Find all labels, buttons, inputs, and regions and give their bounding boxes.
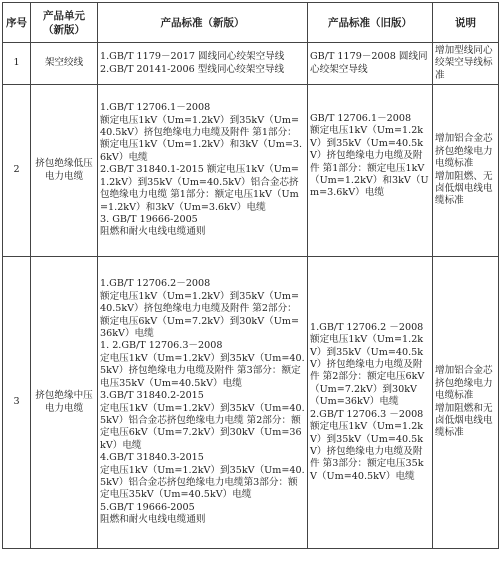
table-row: [3, 257, 499, 549]
note-line: 增加阻燃和无卤低烟电线电缆标准: [435, 402, 493, 439]
standard-line: 3.GB/T 31840.2-2015: [100, 390, 204, 402]
standard-line: 1.GB/T 12706.2 －2008: [310, 321, 424, 333]
standard-line: 阻燃和耐火电线电缆通则: [100, 226, 206, 238]
standard-line: GB/T 1179－2008 圆线同心绞架空导线: [310, 51, 428, 75]
row-product-unit: 架空绞线: [31, 43, 98, 85]
row-seq: 1: [3, 43, 31, 85]
header-row: [3, 3, 499, 43]
table-row: [3, 85, 499, 257]
standard-line: GB/T 12706.1－2008: [310, 113, 412, 124]
row-new-standard: [98, 85, 308, 257]
standard-line: 阻燃和耐火电线电缆通则: [100, 514, 206, 526]
header-note: 说明: [433, 3, 499, 43]
row-old-standard: [308, 43, 433, 85]
standard-line: 额定电压1kV（Um=1.2kV）到35kV（Um=40.5kV）挤包绝缘电力电缆及附件 第1部分：额定电压1kV（Um=1.2kV）和3kV（Um=3.6kV）电缆: [100, 114, 303, 163]
standard-line: 1.GB/T 1179－2017 圆线同心绞架空导线: [100, 51, 285, 63]
standard-line: 4.GB/T 31840.3-2015: [100, 452, 204, 464]
note-line: 增加铝合金芯挤包绝缘电力电缆标准: [435, 133, 493, 170]
standard-line: 额定电压1kV（Um=1.2kV）到35kV（Um=40.5kV）挤包绝缘电力电缆及附件 第1部分：额定电压1kV（Um=1.2kV）和3kV（Um=3.6kV）电缆: [310, 125, 429, 199]
standard-line: 2.GB/T 20141-2006 型线同心绞架空导线: [100, 63, 285, 75]
row-seq: 3: [3, 257, 31, 549]
header-old-standard: 产品标准（旧版）: [308, 3, 433, 43]
standard-line: 额定电压1kV（Um=1.2kV）到35kV（Um=40.5kV）挤包绝缘电力电缆及附件 第3部分：额定电压35kV（Um=40.5kV）电缆: [310, 421, 424, 482]
standards-comparison-table: [2, 2, 499, 549]
row-note: 增加型线同心绞架空导线标准: [433, 43, 499, 85]
note-line: 增加阻燃、无卤低烟电线电缆标准: [435, 170, 493, 207]
header-product-unit-line1: 产品单元: [43, 9, 85, 22]
standard-line: 定电压1kV（Um=1.2kV）到35kV（Um=40.5kV）挤包绝缘电力电缆及附件 第3部分：额定电压35kV（Um=40.5kV）电缆: [100, 352, 305, 389]
header-product-unit: [31, 3, 98, 43]
row-product-unit: 挤包绝缘低压电力电缆: [31, 85, 98, 257]
standard-line: 1.GB/T 12706.1－2008: [100, 102, 211, 114]
standard-line: 额定电压1kV（Um=1.2kV）到35kV（Um=40.5kV）挤包绝缘电力电缆及附件 第2部分：额定电压6kV（Um=7.2kV）到30kV（Um=36kV）电缆: [310, 334, 425, 408]
standard-line: 2.GB/T 31840.1-2015 额定电压1kV（Um=1.2kV）到35kV（Um=40.5kV）铝合金芯挤包绝缘电力电缆 第1部分：额定电压1kV（Um=1.2kV）和3kV（Um=3.6kV）电缆: [100, 164, 299, 213]
header-new-standard: 产品标准（新版）: [98, 3, 308, 43]
standard-line: 2.GB/T 12706.3 －2008: [310, 408, 424, 420]
row-new-standard: [98, 43, 308, 85]
row-seq: 2: [3, 85, 31, 257]
standard-line: 额定电压1kV（Um=1.2kV）到35kV（Um=40.5kV）挤包绝缘电力电缆及附件 第2部分：额定电压6kV（Um=7.2kV）到30kV（Um=36kV）电缆: [100, 290, 299, 340]
standard-line: 定电压1kV（Um=1.2kV）到35kV（Um=40.5kV）铝合金芯挤包绝缘电力电缆 第2部分：额定电压6kV（Um=7.2kV）到30kV（Um=36kV）电缆: [100, 402, 305, 451]
standard-line: 3. GB/T 19666-2005: [100, 213, 198, 225]
row-old-standard: [308, 257, 433, 549]
header-seq: 序号: [3, 3, 31, 43]
row-old-standard: [308, 85, 433, 257]
row-note: [433, 257, 499, 549]
header-product-unit-line2: （新版）: [43, 23, 85, 36]
row-note: [433, 85, 499, 257]
note-line: 增加铝合金芯挤包绝缘电力电缆标准: [435, 365, 493, 402]
standard-line: 定电压1kV（Um=1.2kV）到35kV（Um=40.5kV）铝合金芯挤包绝缘电力电缆第3部分：额定电压35kV（Um=40.5kV）电缆: [100, 464, 305, 501]
row-product-unit: 挤包绝缘中压电力电缆: [31, 257, 98, 549]
standard-line: 1. 2.GB/T 12706.3－2008: [100, 340, 223, 352]
standard-line: 1.GB/T 12706.2－2008: [100, 278, 211, 290]
standard-line: 5.GB/T 19666-2005: [100, 501, 195, 513]
row-new-standard: [98, 257, 308, 549]
table-row: [3, 43, 499, 85]
